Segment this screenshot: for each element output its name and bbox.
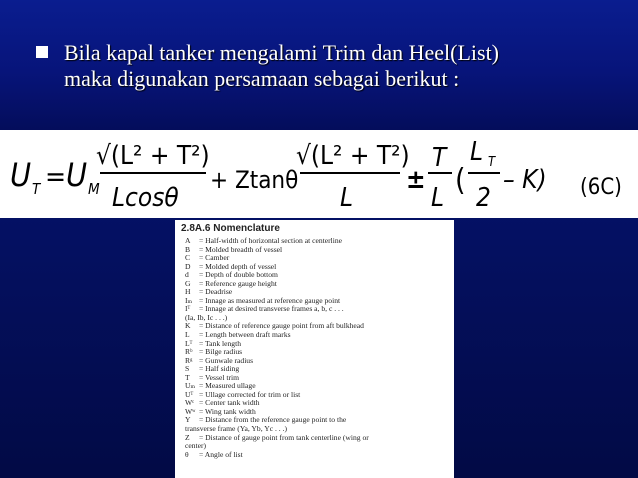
formula-plusminus: ± — [406, 165, 426, 195]
nomenclature-symbol: K — [185, 321, 191, 331]
nomenclature-list — [185, 237, 453, 459]
formula-ut: U — [10, 156, 32, 194]
nomenclature-symbol: Iₘ — [185, 295, 193, 305]
nomenclature-definition: = Ullage corrected for trim or list — [199, 389, 301, 399]
nomenclature-definition: = Tank length — [199, 338, 241, 348]
nomenclature-symbol: Lᵀ — [185, 338, 193, 348]
nomenclature-symbol: D — [185, 261, 191, 271]
nomenclature-row — [185, 451, 453, 460]
nomenclature-definition: = Reference gauge height — [199, 278, 277, 288]
lt-denominator: 2 — [476, 183, 491, 213]
nomenclature-symbol: S — [185, 364, 190, 374]
lt-numerator: L — [470, 137, 484, 167]
formula-ztan: + Ztanθ — [210, 166, 299, 194]
nomenclature-definition: = Distance from the reference gauge point to the — [199, 415, 347, 425]
nomenclature-definition: = Depth of double bottom — [199, 270, 278, 280]
bullet-square-icon — [36, 46, 48, 58]
formula-equals: = — [45, 160, 67, 193]
nomenclature-definition: = Deadrise — [199, 287, 233, 297]
nomenclature-definition: = Molded breadth of vessel — [199, 244, 283, 254]
bullet-line-1: Bila kapal tanker mengalami Trim dan Heel(List) — [64, 40, 500, 65]
nomenclature-definition: = Bilge radius — [199, 347, 243, 357]
nomenclature-symbol: L — [185, 330, 190, 340]
nomenclature-symbol: H — [185, 287, 191, 297]
nomenclature-symbol: C — [185, 253, 191, 263]
nomenclature-definition: = Camber — [199, 253, 230, 263]
nomenclature-symbol: T — [185, 372, 190, 382]
nomenclature-definition: = Wing tank width — [199, 406, 256, 416]
nomenclature-symbol: A — [185, 236, 191, 245]
nomenclature-symbol: Z — [185, 432, 190, 442]
lt-numerator-sub: T — [488, 155, 496, 170]
nomenclature-symbol: d — [185, 270, 189, 280]
formula-minus-k: – K) — [503, 165, 547, 195]
nomenclature-row — [185, 434, 453, 443]
nomenclature-symbol: Y — [185, 415, 191, 425]
bullet-line-2: maka digunakan persamaan sebagai berikut : — [64, 66, 460, 91]
nomenclature-title: 2.8A.6 Nomenclature — [181, 223, 280, 234]
equation-label: (6C) — [580, 175, 622, 200]
formula-svg — [0, 130, 638, 218]
nomenclature-definition: transverse frame (Ya, Yb, Yc . . .) — [185, 424, 287, 434]
formula-image — [0, 130, 638, 218]
nomenclature-definition: center) — [185, 441, 207, 451]
nomenclature-definition: = Measured ullage — [199, 381, 256, 391]
nomenclature-definition: = Gunwale radius — [199, 355, 254, 365]
nomenclature-definition: = Distance of reference gauge point from aft bulkhead — [199, 321, 364, 331]
nomenclature-symbol: θ — [185, 449, 189, 459]
nomenclature-definition: = Distance of gauge point from tank centerline (wing or — [199, 432, 369, 442]
nomenclature-definition: = Half-width of horizontal section at centerline — [199, 236, 343, 245]
bullet-text — [64, 40, 624, 92]
nomenclature-definition: (Ia, Ib, Ic . . .) — [185, 312, 228, 322]
nomenclature-definition: = Half siding — [199, 364, 240, 374]
formula-um: U — [66, 156, 88, 194]
nomenclature-symbol: Uₘ — [185, 381, 196, 391]
nomenclature-symbol: Iᵀ — [185, 304, 191, 314]
fraction1-denominator: Lcosθ — [112, 183, 179, 213]
nomenclature-symbol: Rᵍ — [185, 355, 193, 365]
formula-um-sub: M — [88, 180, 100, 198]
tl-denominator: L — [431, 183, 445, 213]
nomenclature-definition: = Innage as measured at reference gauge point — [199, 295, 341, 305]
paren-open: ( — [455, 163, 466, 198]
nomenclature-symbol: Wʷ — [185, 406, 196, 416]
nomenclature-symbol: G — [185, 278, 191, 288]
nomenclature-panel — [175, 220, 454, 478]
fraction2-denominator: L — [340, 183, 354, 213]
nomenclature-definition: = Innage at desired transverse frames a, b, c . . . — [199, 304, 344, 314]
nomenclature-definition: = Vessel trim — [199, 372, 239, 382]
nomenclature-symbol: Wᶜ — [185, 398, 195, 408]
nomenclature-definition: = Molded depth of vessel — [199, 261, 277, 271]
nomenclature-symbol: Uᵀ — [185, 389, 194, 399]
fraction1-numerator: √(L² + T²) — [96, 141, 210, 171]
formula-ut-sub: T — [32, 180, 41, 198]
nomenclature-definition: = Angle of list — [199, 449, 243, 459]
tl-numerator: T — [432, 143, 447, 173]
nomenclature-definition: = Length between draft marks — [199, 330, 291, 340]
nomenclature-symbol: Rᵇ — [185, 347, 193, 357]
nomenclature-symbol: B — [185, 244, 191, 254]
nomenclature-definition: = Center tank width — [199, 398, 260, 408]
fraction2-numerator: √(L² + T²) — [296, 141, 410, 171]
